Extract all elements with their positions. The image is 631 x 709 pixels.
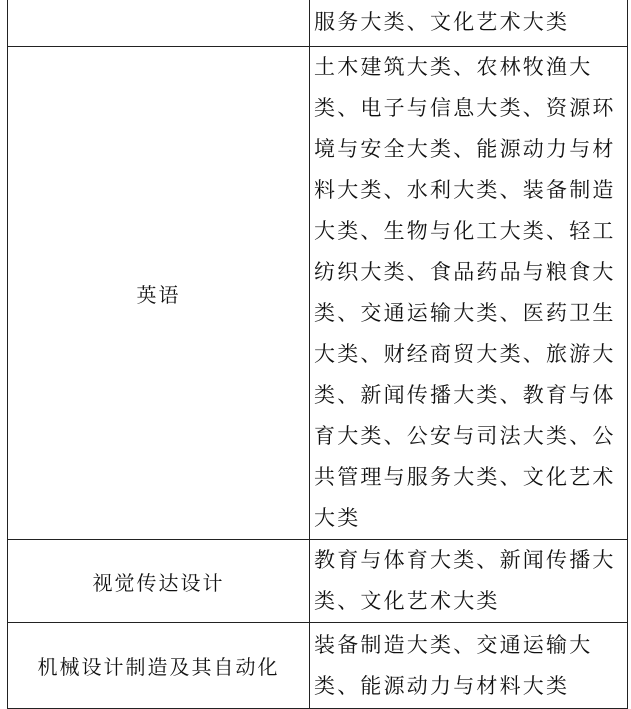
category-cell xyxy=(310,0,628,47)
table-row xyxy=(8,0,628,47)
category-cell xyxy=(310,47,628,540)
table-row xyxy=(8,623,628,709)
table-row xyxy=(8,47,628,540)
category-text: 服务大类、文化艺术大类 xyxy=(314,10,570,34)
category-text: 教育与体育大类、新闻传播大类、文化艺术大类 xyxy=(314,548,616,613)
major-category-table xyxy=(7,0,628,709)
table-row xyxy=(8,540,628,623)
subject-cell xyxy=(8,0,310,47)
category-cell xyxy=(310,623,628,709)
subject-cell: 机械设计制造及其自动化 xyxy=(8,623,310,709)
category-text: 装备制造大类、交通运输大类、能源动力与材料大类 xyxy=(314,632,593,698)
subject-cell: 英语 xyxy=(8,47,310,540)
category-text: 土木建筑大类、农林牧渔大类、电子与信息大类、资源环境与安全大类、能源动力与材料大类、水利大类、装备制造大类、生物与化工大类、轻工纺织大类、食品药品与粮食大类、交通运输大类、医药卫生大类、财经商贸大类、旅游大类、新闻传播大类、教育与体育大类、公安与司法大类、公共管理与服务大类、文化艺术大类 xyxy=(314,55,616,530)
subject-cell: 视觉传达设计 xyxy=(8,540,310,623)
category-cell xyxy=(310,540,628,623)
